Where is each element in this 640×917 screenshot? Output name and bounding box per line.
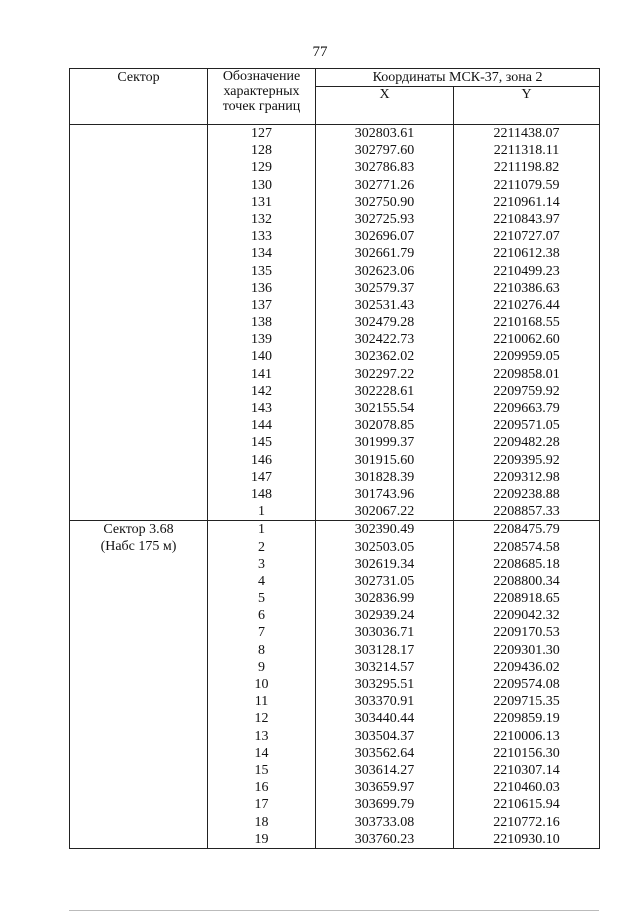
y-cell: 2209959.05 [454,348,600,365]
x-cell: 302297.22 [316,366,454,383]
y-cell: 2210276.44 [454,297,600,314]
point-cell: 6 [208,607,316,624]
point-cell: 14 [208,745,316,762]
y-cell: 2210727.07 [454,228,600,245]
x-cell: 301999.37 [316,434,454,451]
point-cell: 133 [208,228,316,245]
sector-label-line: Сектор 3.68 [103,522,174,538]
y-cell: 2209571.05 [454,417,600,434]
x-cell: 302836.99 [316,590,454,607]
x-cell: 303733.08 [316,814,454,831]
point-cell: 4 [208,573,316,590]
x-cell: 302786.83 [316,159,454,176]
table-header [70,69,600,125]
x-cell: 302390.49 [316,521,454,539]
y-cell: 2208475.79 [454,521,600,539]
x-cell: 303370.91 [316,693,454,710]
point-cell: 143 [208,400,316,417]
point-cell: 130 [208,177,316,194]
point-cell: 13 [208,728,316,745]
x-cell: 302771.26 [316,177,454,194]
y-cell: 2210156.30 [454,745,600,762]
y-cell: 2211079.59 [454,177,600,194]
point-cell: 145 [208,434,316,451]
point-cell: 129 [208,159,316,176]
point-cell: 136 [208,280,316,297]
point-cell: 7 [208,624,316,641]
point-cell: 12 [208,710,316,727]
x-cell: 303659.97 [316,779,454,796]
y-cell: 2211438.07 [454,125,600,143]
point-cell: 10 [208,676,316,693]
sector-block [70,125,600,521]
y-cell: 2208574.58 [454,539,600,556]
sector-cell [70,521,208,849]
header-y: Y [454,87,600,125]
coordinates-table [69,68,600,849]
point-cell: 135 [208,263,316,280]
page-number: 77 [312,44,328,60]
x-cell: 303562.64 [316,745,454,762]
x-cell: 302797.60 [316,142,454,159]
header-point-line: Обозначение [222,69,301,84]
point-cell: 17 [208,796,316,813]
point-cell: 142 [208,383,316,400]
x-cell: 303614.27 [316,762,454,779]
x-cell: 301915.60 [316,452,454,469]
y-cell: 2209395.92 [454,452,600,469]
y-cell: 2209715.35 [454,693,600,710]
point-cell: 140 [208,348,316,365]
point-cell: 146 [208,452,316,469]
y-cell: 2210006.13 [454,728,600,745]
point-cell: 2 [208,539,316,556]
y-cell: 2209574.08 [454,676,600,693]
point-cell: 1 [208,503,316,521]
table-row [70,125,600,143]
x-cell: 303504.37 [316,728,454,745]
y-cell: 2209858.01 [454,366,600,383]
point-cell: 19 [208,831,316,849]
point-cell: 8 [208,642,316,659]
point-cell: 127 [208,125,316,143]
x-cell: 302696.07 [316,228,454,245]
point-cell: 128 [208,142,316,159]
point-cell: 1 [208,521,316,539]
x-cell: 301743.96 [316,486,454,503]
header-point-line: характерных [223,84,300,99]
point-cell: 134 [208,245,316,262]
x-cell: 302661.79 [316,245,454,262]
table-row [70,521,600,539]
x-cell: 302067.22 [316,503,454,521]
point-cell: 148 [208,486,316,503]
y-cell: 2210612.38 [454,245,600,262]
x-cell: 303760.23 [316,831,454,849]
x-cell: 303036.71 [316,624,454,641]
x-cell: 302503.05 [316,539,454,556]
y-cell: 2210615.94 [454,796,600,813]
point-cell: 11 [208,693,316,710]
y-cell: 2208918.65 [454,590,600,607]
point-cell: 5 [208,590,316,607]
point-cell: 18 [208,814,316,831]
x-cell: 302803.61 [316,125,454,143]
y-cell: 2210168.55 [454,314,600,331]
y-cell: 2210386.63 [454,280,600,297]
x-cell: 301828.39 [316,469,454,486]
x-cell: 303295.51 [316,676,454,693]
y-cell: 2210772.16 [454,814,600,831]
x-cell: 302750.90 [316,194,454,211]
sector-label-line: (Набс 175 м) [100,539,177,555]
sector-block [70,521,600,849]
y-cell: 2209482.28 [454,434,600,451]
point-cell: 139 [208,331,316,348]
y-cell: 2209238.88 [454,486,600,503]
x-cell: 302155.54 [316,400,454,417]
x-cell: 302939.24 [316,607,454,624]
point-cell: 9 [208,659,316,676]
y-cell: 2208800.34 [454,573,600,590]
x-cell: 302479.28 [316,314,454,331]
x-cell: 302623.06 [316,263,454,280]
x-cell: 302579.37 [316,280,454,297]
point-cell: 131 [208,194,316,211]
y-cell: 2209301.30 [454,642,600,659]
x-cell: 302731.05 [316,573,454,590]
y-cell: 2211198.82 [454,159,600,176]
header-coords-title: Координаты МСК-37, зона 2 [316,69,600,87]
point-cell: 15 [208,762,316,779]
x-cell: 302228.61 [316,383,454,400]
y-cell: 2210961.14 [454,194,600,211]
y-cell: 2210460.03 [454,779,600,796]
x-cell: 302619.34 [316,556,454,573]
y-cell: 2209663.79 [454,400,600,417]
point-cell: 16 [208,779,316,796]
point-cell: 3 [208,556,316,573]
point-cell: 141 [208,366,316,383]
x-cell: 302531.43 [316,297,454,314]
point-cell: 147 [208,469,316,486]
y-cell: 2209759.92 [454,383,600,400]
x-cell: 303699.79 [316,796,454,813]
x-cell: 303128.17 [316,642,454,659]
header-point-line: точек границ [222,99,301,114]
sector-cell [70,125,208,521]
y-cell: 2209042.32 [454,607,600,624]
y-cell: 2209859.19 [454,710,600,727]
point-cell: 132 [208,211,316,228]
y-cell: 2210062.60 [454,331,600,348]
x-cell: 302078.85 [316,417,454,434]
y-cell: 2209312.98 [454,469,600,486]
x-cell: 303214.57 [316,659,454,676]
y-cell: 2210307.14 [454,762,600,779]
y-cell: 2208857.33 [454,503,600,521]
y-cell: 2210499.23 [454,263,600,280]
y-cell: 2211318.11 [454,142,600,159]
point-cell: 144 [208,417,316,434]
y-cell: 2209170.53 [454,624,600,641]
x-cell: 302362.02 [316,348,454,365]
header-sector: Сектор [70,69,208,125]
point-cell: 138 [208,314,316,331]
x-cell: 302725.93 [316,211,454,228]
header-x: X [316,87,454,125]
y-cell: 2209436.02 [454,659,600,676]
page-bottom-rule [69,910,599,911]
point-cell: 137 [208,297,316,314]
x-cell: 303440.44 [316,710,454,727]
x-cell: 302422.73 [316,331,454,348]
y-cell: 2208685.18 [454,556,600,573]
y-cell: 2210843.97 [454,211,600,228]
y-cell: 2210930.10 [454,831,600,849]
header-point-designation [208,69,316,125]
